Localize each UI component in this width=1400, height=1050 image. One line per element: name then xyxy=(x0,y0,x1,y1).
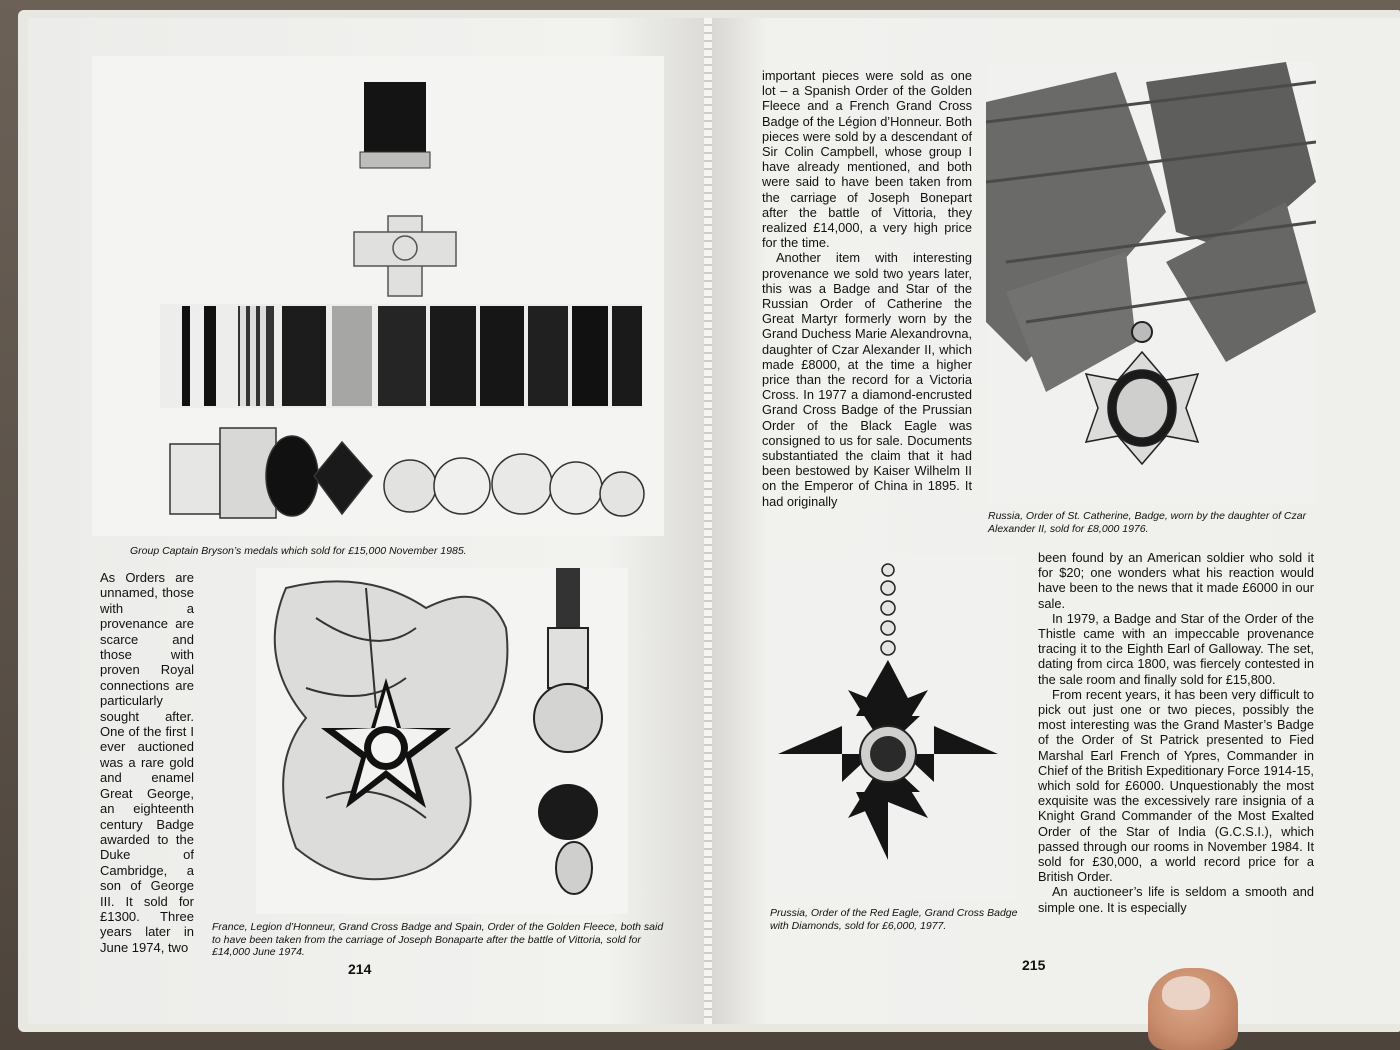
right-bottom-paragraph-3: From recent years, it has been very difficult to pick out just one or two pieces, possibly the most interesting was the Grand Master’s Badge of the Order of St Patrick presented to Fied Marshal Earl French of Ypres, Commander in Chief of the British Expeditionary Force 1914-15, which sold for £6000. Unquestionably the most exquisite was the excessively rare insignia of a Knight Grand Commander of the Most Exalted Order of the Star of India (G.C.S.I.), which passed through our rooms in November 1984. It sold for £30,000, a world record price for a British Order. xyxy=(1038,686,1314,885)
legion-honneur-golden-fleece-photo xyxy=(256,568,628,914)
right-top-paragraph-1: important pieces were sold as one lot – a Spanish Order of the Golden Fleece and a French Grand Cross Badge of the Légion d’Honneur. Both pieces were sold by a descendant of Sir Colin Campbell, whose group I have already mentioned, and both were said to have been taken from the carriage of Joseph Bonepart after the battle of Vittoria, they realized £14,000, a very high price for the time. xyxy=(762,68,972,251)
thumbnail-nail xyxy=(1162,976,1210,1010)
right-bottom-column xyxy=(1038,550,1314,915)
caption-france-spain: France, Legion d’Honneur, Grand Cross Badge and Spain, Order of the Golden Fleece, both said to have been taken from the carriage of Joseph Bonaparte after the battle of Vittoria, sold for £14,000 June 1974. xyxy=(212,921,664,958)
right-top-paragraph-2: Another item with interesting provenance we sold two years later, this was a Badge and Star of the Russian Order of Catherine the Great Martyr formerly worn by the Grand Duchess Marie Alexandrovna, daughter of Czar Alexander II, which made £8000, at the time a higher price than the record for a Victoria Cross. In 1977 a diamond-encrusted Grand Cross Badge of the Prussian Order of the Black Eagle was consigned to us for sale. Documents substantiated the claim that it had been bestowed by Kaiser Wilhelm II on the Emperor of China in 1895. It had originally xyxy=(762,250,972,509)
order-st-catherine-photo xyxy=(986,62,1316,504)
right-bottom-paragraph-2: In 1979, a Badge and Star of the Order of the Thistle came with an impeccable provenance tracing it to the Eighth Earl of Galloway. The set, dating from circa 1800, was fiercely contested in the sale room and finally sold for £15,800. xyxy=(1038,610,1314,687)
left-body-column xyxy=(100,570,194,955)
page-number-right: 215 xyxy=(1022,957,1046,973)
right-bottom-paragraph-4: An auctioneer’s life is seldom a smooth and simple one. It is especially xyxy=(1038,884,1314,915)
left-body-text: As Orders are unnamed, those with a provenance are scarce and those with proven Royal connections are particularly sought after. One of the first I ever auctioned was a rare gold and enamel Great George, an eighteenth century Badge awarded to the Duke of Cambridge, a son of George III. It sold for £1300. Three years later in June 1974, two xyxy=(100,570,194,955)
caption-medals: Group Captain Bryson’s medals which sold for £15,000 November 1985. xyxy=(130,545,467,557)
caption-prussia: Prussia, Order of the Red Eagle, Grand Cross Badge with Diamonds, sold for £6,000, 1977. xyxy=(770,907,1018,932)
right-top-column xyxy=(762,68,972,509)
medals-group-photo xyxy=(92,56,664,536)
right-bottom-paragraph-1: been found by an American soldier who sold it for $20; one wonders what his reaction would have been to the news that it made £6000 in our sale. xyxy=(1038,550,1314,611)
page-number-left: 214 xyxy=(348,961,372,977)
caption-russia: Russia, Order of St. Catherine, Badge, worn by the daughter of Czar Alexander II, sold for £8,000 1976. xyxy=(988,510,1307,535)
order-red-eagle-photo xyxy=(772,556,1016,900)
